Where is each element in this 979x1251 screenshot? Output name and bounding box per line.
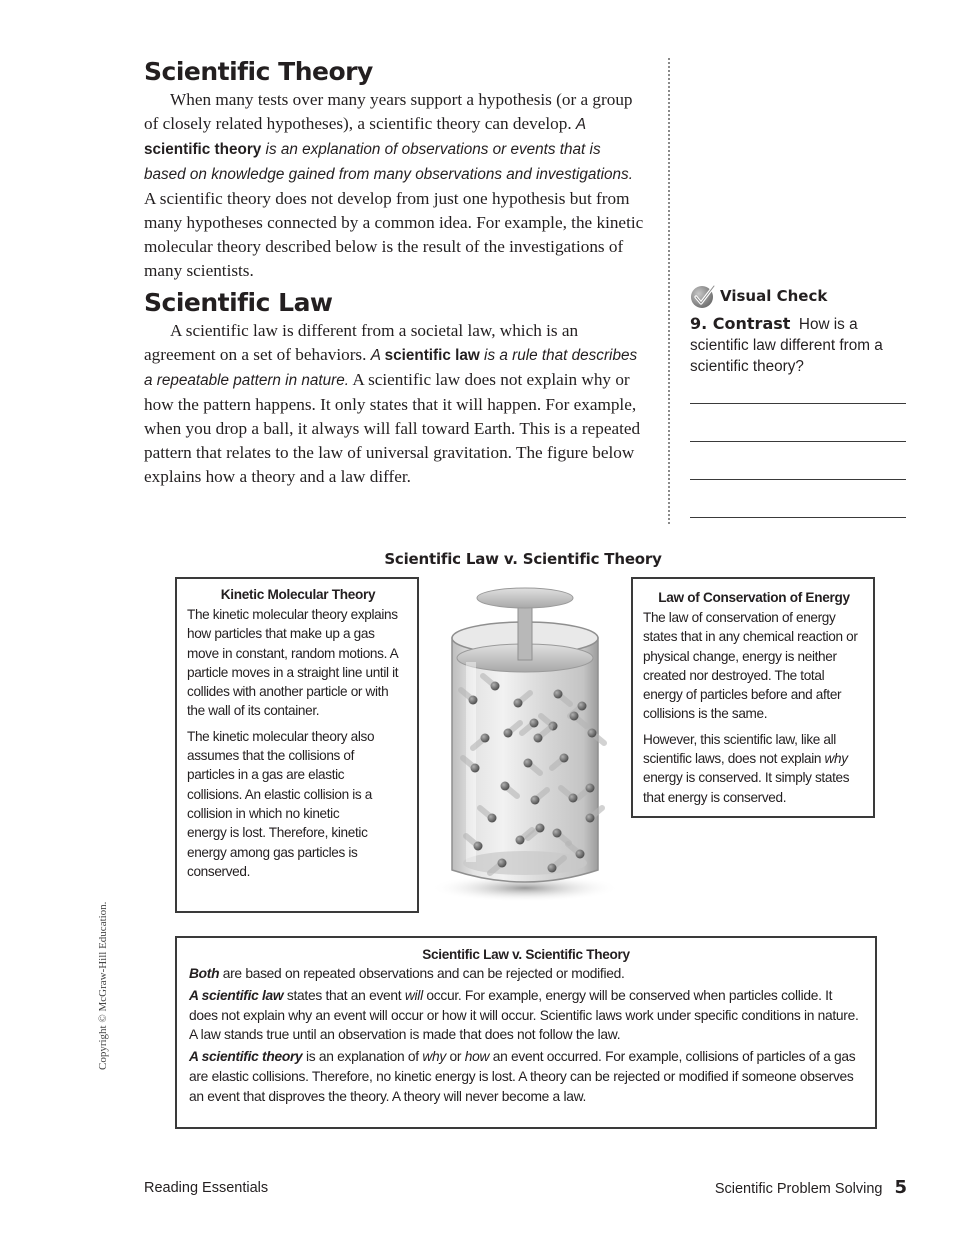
gas-particle <box>554 690 563 699</box>
law-will-emphasis: will <box>404 987 423 1003</box>
kmt-paragraph-2: The kinetic molecular theory also assumes that the collisions of particles in a gas are elastic collisions. An elastic collision is a collision in which no kinetic energy is lost. Therefore, kinetic energy among gas particles is conserved. <box>187 728 375 879</box>
comparison-box <box>175 936 877 1129</box>
question-number: 9. Contrast <box>690 314 791 333</box>
figure-title: Scientific Law v. Scientific Theory <box>384 550 662 568</box>
question-9 <box>690 313 908 377</box>
law-p2-end: energy is conserved. It simply states that energy is conserved. <box>643 770 850 805</box>
gas-particle <box>534 734 543 743</box>
theory-how-emphasis: how <box>464 1049 490 1065</box>
gas-cylinder-illustration <box>430 578 620 903</box>
gas-particle <box>524 759 533 768</box>
gas-particle <box>570 712 579 721</box>
gas-particle <box>569 794 578 803</box>
both-text: are based on repeated observations and can be rejected or modified. <box>219 966 625 981</box>
gas-particle <box>586 814 595 823</box>
gas-particle <box>469 696 478 705</box>
jar-bottom <box>463 851 587 875</box>
gas-particle <box>553 829 562 838</box>
page-number: 5 <box>894 1177 907 1198</box>
comparison-box-text <box>189 964 863 1107</box>
law-text-b: occur. For example, energy will be conserved when particles collide. It does not explain why an event will occur or how it will occur. Scientific laws work under specific conditions in nature. A law stands true until an observation is made that does not follow the law. <box>189 987 859 1043</box>
piston-handle <box>477 588 573 608</box>
law-emphasis: A scientific law <box>189 987 284 1003</box>
gas-particle <box>588 729 597 738</box>
law-p2-start: However, this scientific law, like all scientific laws, does not explain <box>643 731 836 767</box>
gas-particle <box>530 719 539 728</box>
law-term: scientific law <box>384 347 480 364</box>
answer-line[interactable] <box>690 479 906 480</box>
gas-particle <box>531 796 540 805</box>
theory-text-start: When many tests over many years support a hypothesis (or a group of closely related hypotheses), a scientific theory can develop. <box>144 90 633 133</box>
answer-line[interactable] <box>690 403 906 404</box>
law-def-rest: is a rule that describes a repeatable pattern in nature. <box>144 347 638 389</box>
gas-particle <box>491 682 500 691</box>
section-title-theory: Scientific Theory <box>144 57 373 86</box>
theory-why-emphasis: why <box>422 1049 447 1065</box>
checkmark-icon <box>690 283 716 309</box>
footer-chapter-title: Scientific Problem Solving <box>714 1181 883 1197</box>
answer-line[interactable] <box>690 441 906 442</box>
law-paragraph <box>144 319 644 489</box>
gas-particle <box>504 729 513 738</box>
footer-chapter <box>715 1177 907 1198</box>
answer-area[interactable] <box>690 377 908 527</box>
question-text: How is a scientific law different from a scientific theory? <box>690 316 883 375</box>
answer-line[interactable] <box>690 517 906 518</box>
theory-text-a: is an explanation of <box>302 1049 423 1065</box>
footer-book-title: Reading Essentials <box>144 1180 269 1196</box>
gas-particle <box>516 836 525 845</box>
theory-paragraph <box>144 88 644 283</box>
kinetic-molecular-theory-box <box>175 577 419 913</box>
gas-particle <box>481 734 490 743</box>
section-title-law: Scientific Law <box>144 288 333 317</box>
gas-particle <box>488 814 497 823</box>
gas-particle <box>536 824 545 833</box>
law-text-end: A scientific law does not explain why or how the pattern happens. It only states that it will happen. For example, when you drop a ball, it always will fall toward Earth. This is a repeated pattern that relates to the law of universal gravitation. The figure below explains how a theory and a law differ. <box>144 370 641 486</box>
comparison-box-title: Scientific Law v. Scientific Theory <box>422 947 630 962</box>
gas-particle <box>586 784 595 793</box>
gas-particle <box>471 764 480 773</box>
gas-particle <box>474 842 483 851</box>
theory-text-end: A scientific theory does not develop from just one hypothesis but from many hypotheses connected by a common idea. For example, the kinetic molecular theory described below is the result of the investigations of many scientists. <box>144 189 644 280</box>
law-box-title: Law of Conservation of Energy <box>658 590 850 605</box>
visual-check-header <box>690 283 908 309</box>
comparison-both <box>189 964 863 984</box>
law-def-article: A <box>370 347 385 364</box>
gas-particle <box>560 754 569 763</box>
visual-check-sidebar <box>690 283 908 527</box>
both-emphasis: Both <box>189 966 220 981</box>
main-column <box>144 56 644 489</box>
copyright-notice: Copyright © McGraw-Hill Education. <box>97 901 109 1070</box>
kmt-box-title: Kinetic Molecular Theory <box>220 587 376 602</box>
theory-term: scientific theory <box>144 141 262 158</box>
column-divider <box>668 58 670 524</box>
comparison-theory <box>189 1047 863 1106</box>
gas-particle <box>548 864 557 873</box>
gas-particle <box>498 859 507 868</box>
gas-particle <box>578 702 587 711</box>
theory-def-article: A <box>575 116 586 133</box>
law-paragraph-1: The law of conservation of energy states that in any chemical reaction or physical change, energy is neither created nor destroyed. The total energy of particles before and after collisions is the same. <box>643 610 858 722</box>
law-of-conservation-box <box>631 577 875 818</box>
theory-text-b: an event occurred. For example, collisions of particles of a gas are elastic collisions. Therefore, no kinetic energy is lost. A theory can be rejected or modified if someone observes an event that disproves the theory. A theory will never become a law. <box>189 1049 856 1104</box>
kmt-paragraph-1: The kinetic molecular theory explains how particles that make up a gas move in constant, random motions. A particle moves in a straight line until it collides with another particle or with the wall of its container. <box>187 607 399 719</box>
theory-def-rest: is an explanation of observations or events that is based on knowledge gained from many observations and investigations. <box>144 141 633 183</box>
gas-particle <box>576 850 585 859</box>
law-text-start: A scientific law is different from a societal law, which is an agreement on a set of behaviors. <box>144 321 579 364</box>
law-p2-emphasis: why <box>824 751 848 767</box>
comparison-law <box>189 986 863 1045</box>
visual-check-heading: Visual Check <box>720 287 828 305</box>
gas-particle <box>501 782 510 791</box>
theory-text-or: or <box>446 1049 465 1065</box>
law-text-a: states that an event <box>283 987 405 1003</box>
kmt-box-text <box>187 605 409 881</box>
gas-particle <box>514 699 523 708</box>
theory-emphasis: A scientific theory <box>189 1049 303 1065</box>
law-box-text <box>643 608 865 807</box>
law-paragraph-2 <box>643 730 865 807</box>
